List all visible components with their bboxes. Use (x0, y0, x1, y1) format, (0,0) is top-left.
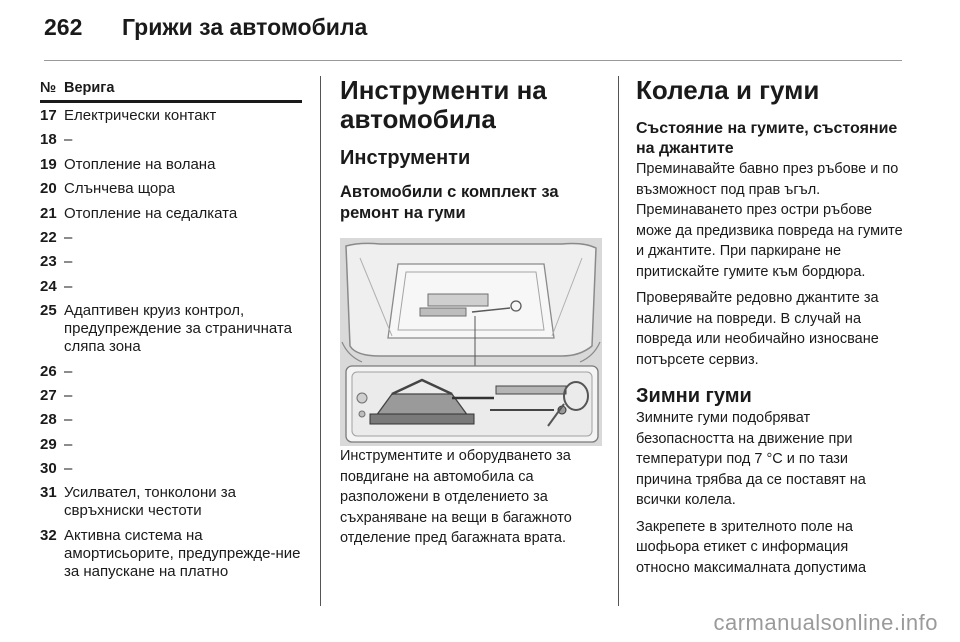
tyre-condition-paragraph-2: Проверявайте редовно джантите за наличие на повреди. В случай на повреда или необичайно износване потърсете сервиз. (636, 290, 879, 368)
winter-tyres-paragraph-2: Закрепете в зрителното поле на шофьора етикет с информация относно максималната допустима (636, 518, 867, 576)
fuse-row (40, 411, 302, 429)
fuse-circuit: – (64, 362, 73, 380)
tools-subheading: Инструменти (340, 147, 471, 169)
fuse-number: 21 (40, 204, 57, 222)
fuse-row (40, 484, 302, 520)
fuse-circuit: Активна система на амортисьорите, предупрежде-ние за напускане на платно (64, 526, 301, 580)
tire-repair-kit-heading: Автомобили с комплект за ремонт на гуми (340, 183, 559, 222)
fuse-circuit: Отопление на седалката (64, 204, 238, 222)
fuse-row (40, 253, 302, 271)
fuse-number: 25 (40, 302, 57, 320)
fuse-row (40, 180, 302, 198)
fuse-row (40, 205, 302, 223)
fuse-row (40, 363, 302, 381)
fuse-number: 24 (40, 277, 57, 295)
fuse-circuit-column-header: Верига (64, 80, 115, 96)
fuse-circuit: – (64, 435, 73, 453)
fuse-circuit: – (64, 131, 73, 149)
winter-tyres-heading: Зимни гуми (636, 385, 752, 407)
fuse-row (40, 387, 302, 405)
fuse-circuit: – (64, 411, 73, 429)
fuse-circuit: Слънчева щора (64, 180, 175, 198)
fuse-row (40, 460, 302, 478)
fuse-row (40, 156, 302, 174)
site-watermark: carmanualsonline.info (713, 610, 938, 635)
tools-section (340, 76, 604, 555)
fuse-row (40, 131, 302, 149)
fuse-circuit: – (64, 228, 73, 246)
tyre-condition-paragraph-1: Преминавайте бавно през ръбове и по възможност под прав ъгъл. Преминаването през остри ръбове може да предизвика повреда на гумите и джантите. При паркиране не притискайте гумите към бордюра. (636, 161, 903, 280)
fuse-number-column-header: № (40, 80, 57, 96)
fuse-row (40, 107, 302, 125)
header-rule (44, 60, 902, 61)
fuse-row (40, 229, 302, 247)
page-number: 262 (44, 14, 83, 40)
column-divider (320, 76, 321, 606)
fuse-circuit: Адаптивен круиз контрол, предупреждение за страничната сляпа зона (64, 302, 292, 356)
fuse-circuit: Отопление на волана (64, 155, 216, 173)
fuse-number: 20 (40, 180, 57, 198)
chapter-title: Грижи за автомобила (122, 14, 368, 40)
fuse-table (40, 80, 302, 587)
fuse-number: 29 (40, 435, 57, 453)
fuse-row (40, 527, 302, 581)
fuse-list (40, 107, 302, 581)
wheels-section (636, 76, 906, 584)
fuse-circuit: – (64, 460, 73, 478)
fuse-row (40, 278, 302, 296)
fuse-number: 17 (40, 107, 57, 124)
fuse-number: 32 (40, 526, 57, 544)
fuse-number: 27 (40, 386, 57, 404)
fuse-number: 31 (40, 484, 57, 502)
column-divider (618, 76, 619, 606)
fuse-circuit: – (64, 277, 73, 295)
fuse-number: 28 (40, 411, 57, 429)
page-header (44, 14, 367, 50)
fuse-circuit: Усилвател, тонколони за свръхниски честоти (64, 484, 236, 520)
fuse-row (40, 302, 302, 356)
fuse-circuit: – (64, 386, 73, 404)
fuse-number: 22 (40, 228, 57, 246)
trunk-tools-drawing (340, 238, 602, 446)
tools-heading: Инструменти на автомобила (340, 75, 547, 134)
fuse-circuit: – (64, 253, 73, 271)
fuse-circuit: Електрически контакт (64, 107, 217, 124)
fuse-table-header (40, 80, 302, 103)
trunk-tools-illustration (340, 238, 602, 446)
tools-caption: Инструментите и оборудването за повдигане на автомобила са разположени в отделението за съхраняване на вещи в багажното отделение пред багажната врата. (340, 448, 572, 546)
tyre-condition-heading: Състояние на гумите, състояние на джантите (636, 120, 898, 157)
fuse-number: 23 (40, 253, 57, 271)
wheels-heading: Колела и гуми (636, 75, 820, 105)
fuse-number: 19 (40, 155, 57, 173)
fuse-number: 18 (40, 131, 57, 149)
winter-tyres-paragraph-1: Зимните гуми подобряват безопасността на движение при температури под 7 °C и по тази причина трябва да се поставят на всички колела. (636, 410, 866, 508)
fuse-row (40, 436, 302, 454)
fuse-number: 30 (40, 460, 57, 478)
fuse-number: 26 (40, 362, 57, 380)
